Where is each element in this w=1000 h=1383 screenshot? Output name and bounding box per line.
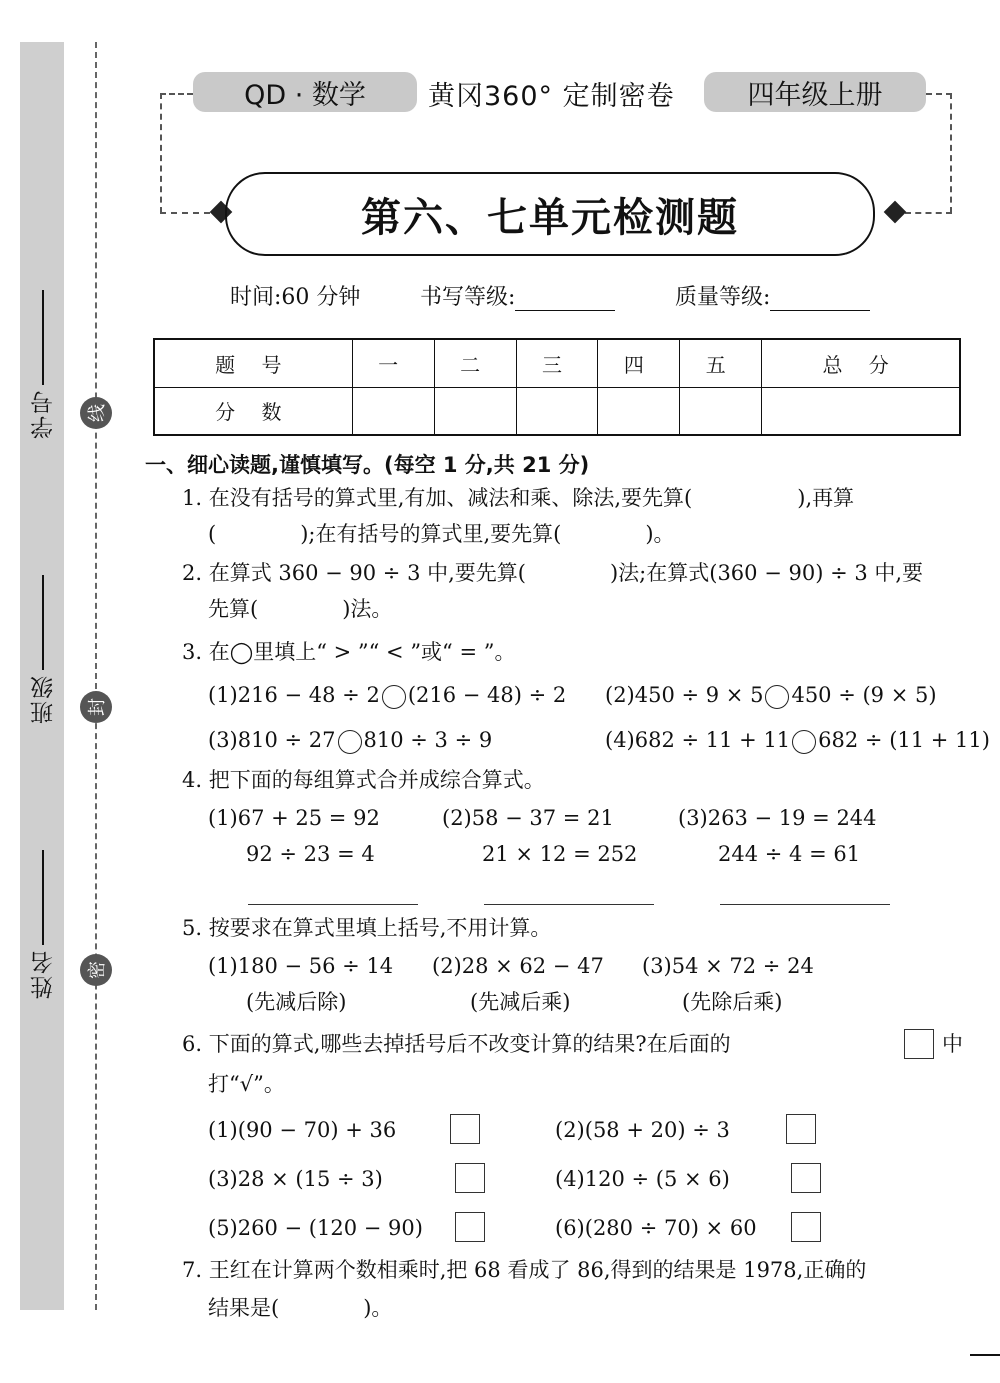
score-table-header-cell: 题 号: [154, 339, 352, 387]
question-6-line-2: 打“√”。: [208, 1072, 285, 1096]
score-table-header-cell: 三: [516, 339, 598, 387]
question-1-line-1: 1. 在没有括号的算式里,有加、减法和乘、除法,要先算( ),再算: [182, 486, 855, 510]
question-7-line-1: 7. 王红在计算两个数相乘时,把 68 看成了 86,得到的结果是 1978,正确的: [182, 1258, 867, 1282]
question-5-requirement: (先减后乘): [470, 990, 571, 1014]
frame-dash: [905, 212, 952, 214]
compare-circle[interactable]: [338, 730, 362, 754]
seal-secret-mark: 密: [80, 954, 112, 986]
question-4-expr: 92 ÷ 23 = 4: [246, 842, 375, 866]
score-cell[interactable]: [516, 387, 598, 435]
score-cell[interactable]: [352, 387, 434, 435]
student-id-label: 学号: [30, 389, 57, 439]
frame-dash: [160, 212, 210, 214]
question-3-item: (4)682 ÷ 11 + 11 682 ÷ (11 + 11): [605, 728, 990, 752]
question-6-item: (4)120 ÷ (5 × 6): [555, 1167, 730, 1191]
question-6-item: (6)(280 ÷ 70) × 60: [555, 1216, 757, 1240]
page-edge-mark: [970, 1354, 1000, 1356]
seal-line-mark: 线: [80, 397, 112, 429]
series-title: 黄冈360° 定制密卷: [428, 81, 675, 112]
compare-circle[interactable]: [382, 685, 406, 709]
score-cell[interactable]: [434, 387, 516, 435]
answer-line[interactable]: [720, 904, 890, 905]
writing-grade: 书写等级:: [420, 280, 615, 311]
right-diamond-ornament: [884, 201, 907, 224]
name-field[interactable]: [16, 850, 70, 999]
score-table-header-cell: 一: [352, 339, 434, 387]
question-4-stem: 4. 把下面的每组算式合并成综合算式。: [182, 768, 545, 792]
answer-checkbox[interactable]: [786, 1114, 816, 1144]
time-limit: 时间:60 分钟: [230, 285, 361, 310]
page-title: 第六、七单元检测题: [361, 193, 739, 241]
frame-dash: [160, 93, 193, 95]
name-blank[interactable]: [42, 850, 44, 945]
question-5-requirement: (先除后乘): [682, 990, 783, 1014]
student-id-blank[interactable]: [42, 290, 44, 385]
question-4-expr: (3)263 − 19 = 244: [678, 806, 877, 830]
question-4-expr: (2)58 − 37 = 21: [442, 806, 614, 830]
question-5-expr[interactable]: (3)54 × 72 ÷ 24: [642, 954, 814, 978]
frame-dash: [926, 93, 952, 95]
question-3-item: (3)810 ÷ 27 810 ÷ 3 ÷ 9: [208, 728, 493, 752]
question-3-stem: 3. 在◯里填上“ > ”“ < ”或“ = ”。: [182, 640, 516, 664]
score-cell[interactable]: [680, 387, 762, 435]
question-5-requirement: (先减后除): [246, 990, 347, 1014]
score-table-header-row: [154, 339, 960, 387]
class-blank[interactable]: [42, 575, 44, 670]
frame-dash: [160, 93, 162, 213]
class-label: 班级: [30, 674, 57, 724]
score-cell[interactable]: [762, 387, 960, 435]
student-id-field[interactable]: [16, 290, 70, 439]
question-1-line-2: ( );在有括号的算式里,要先算( )。: [208, 522, 675, 546]
question-5-expr[interactable]: (2)28 × 62 − 47: [432, 954, 604, 978]
example-checkbox: [904, 1029, 934, 1059]
question-6-item: (5)260 − (120 − 90): [208, 1216, 423, 1240]
answer-checkbox[interactable]: [455, 1163, 485, 1193]
answer-checkbox[interactable]: [791, 1212, 821, 1242]
frame-dash: [950, 93, 952, 213]
question-4-expr: (1)67 + 25 = 92: [208, 806, 380, 830]
score-table-header-cell: 四: [598, 339, 680, 387]
question-6-item: (2)(58 + 20) ÷ 3: [555, 1118, 730, 1142]
score-table-header-cell: 总 分: [762, 339, 960, 387]
seal-seal-mark: 封: [80, 691, 112, 723]
compare-circle[interactable]: [792, 730, 816, 754]
score-table-score-row: [154, 387, 960, 435]
question-4-expr: 244 ÷ 4 = 61: [718, 842, 861, 866]
question-4-expr: 21 × 12 = 252: [482, 842, 638, 866]
answer-checkbox[interactable]: [455, 1212, 485, 1242]
answer-line[interactable]: [248, 904, 418, 905]
binding-dashed-line: [95, 42, 97, 1310]
question-3-item: (2)450 ÷ 9 × 5 450 ÷ (9 × 5): [605, 683, 937, 707]
question-6-line-1-end: 中: [942, 1032, 963, 1056]
answer-line[interactable]: [484, 904, 654, 905]
name-label: 姓名: [30, 949, 57, 999]
score-table-header-cell: 二: [434, 339, 516, 387]
question-5-stem: 5. 按要求在算式里填上括号,不用计算。: [182, 916, 552, 940]
question-6-line-1: 6. 下面的算式,哪些去掉括号后不改变计算的结果?在后面的: [182, 1032, 731, 1056]
question-3-item: (1)216 − 48 ÷ 2 (216 − 48) ÷ 2: [208, 683, 567, 707]
question-5-expr[interactable]: (1)180 − 56 ÷ 14: [208, 954, 394, 978]
compare-circle[interactable]: [765, 685, 789, 709]
grade-badge: 四年级上册: [704, 72, 926, 112]
score-cell[interactable]: [598, 387, 680, 435]
title-banner: [225, 172, 875, 256]
question-2-line-2: 先算( )法。: [208, 597, 393, 621]
class-field[interactable]: [16, 575, 70, 724]
question-7-line-2: 结果是( )。: [208, 1296, 393, 1320]
question-6-item: (3)28 × (15 ÷ 3): [208, 1167, 383, 1191]
question-2-line-1: 2. 在算式 360 − 90 ÷ 3 中,要先算( )法;在算式(360 − 90) ÷ 3 中,要: [182, 561, 924, 585]
question-6-item: (1)(90 − 70) + 36: [208, 1118, 397, 1142]
score-table: [153, 338, 961, 436]
score-table-header-cell: 五: [680, 339, 762, 387]
answer-checkbox[interactable]: [450, 1114, 480, 1144]
score-row-label: 分 数: [154, 387, 352, 435]
answer-checkbox[interactable]: [791, 1163, 821, 1193]
writing-grade-blank[interactable]: [515, 288, 615, 311]
section-heading: 一、细心读题,谨慎填写。(每空 1 分,共 21 分): [145, 453, 590, 477]
subject-badge: QD · 数学: [193, 72, 417, 112]
quality-grade-blank[interactable]: [770, 288, 870, 311]
quality-grade: 质量等级:: [675, 280, 870, 311]
